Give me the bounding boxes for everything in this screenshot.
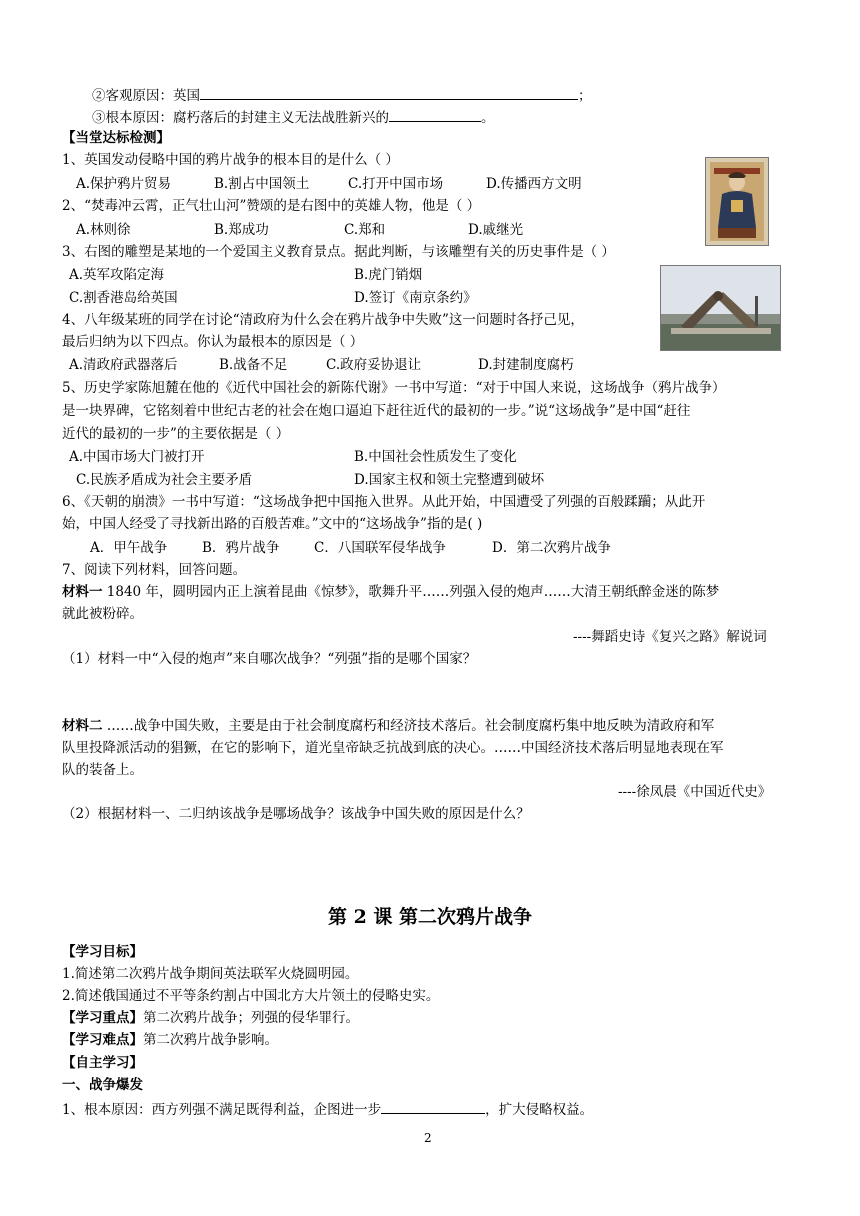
material-1-line2: 就此被粉碎。 [62,606,143,622]
q5-option-b[interactable]: B.中国社会性质发生了变化 [354,449,517,465]
material-1-source: ----舞蹈史诗《复兴之路》解说词 [573,629,767,645]
q3-option-a[interactable]: A.英军攻陷定海 [69,267,165,283]
q2-option-d[interactable]: D.戚继光 [468,222,524,238]
q2-option-b[interactable]: B.郑成功 [214,222,269,238]
q6-option-d[interactable]: D．第二次鸦片战争 [492,540,611,556]
goal-2: 2.简述俄国通过不平等条约割占中国北方大片领土的侵略史实。 [62,988,440,1004]
item-1-line [62,1100,593,1118]
material-2-line2: 队里投降派活动的猖獗，在它的影响下，道光皇帝缺乏抗战到底的决心。……中国经济技术落后明显地表现在军 [62,740,724,756]
q7-stem: 7、阅读下列材料，回答问题。 [62,562,247,578]
q6-option-a[interactable]: A．甲午战争 [90,540,168,556]
q1-option-b[interactable]: B.割占中国领土 [214,176,310,192]
root-cause-line [92,108,495,126]
objective-cause-line [92,86,592,104]
q7-sub2: （2）根据材料一、二归纳该战争是哪场战争？该战争中国失败的原因是什么？ [62,806,530,822]
q5-option-a[interactable]: A.中国市场大门被打开 [69,449,205,465]
goal-1: 1.简述第二次鸦片战争期间英法联军火烧圆明园。 [62,966,359,982]
sculpture-image [660,265,781,351]
material-2-label: 材料二 [62,718,103,734]
q6-line1: 6、《天朝的崩溃》一书中写道：“这场战争把中国拖入世界。从此开始，中国遭受了列强的百般蹂躏；从此开 [62,494,706,510]
material-2-line1 [62,718,714,734]
key-point-label: 【学习重点】 [62,1010,143,1026]
q4-stem-line2: 最后归纳为以下四点。你认为最根本的原因是（ ） [62,334,364,350]
q3-option-b[interactable]: B.虎门销烟 [354,267,423,283]
q2-option-c[interactable]: C.郑和 [344,222,386,238]
period: 。 [481,110,495,126]
portrait-figure-icon [706,158,768,245]
q2-stem: 2、“焚毒冲云霄，正气壮山河”赞颂的是右图中的英雄人物，他是（ ） [62,198,481,214]
key-point-text: 第二次鸦片战争；列强的侵华罪行。 [143,1010,359,1026]
material-1-label: 材料一 [62,584,103,600]
q5-option-d[interactable]: D.国家主权和领土完整遭到破坏 [354,472,545,488]
answer-blank[interactable] [200,86,578,100]
key-point-line [62,1010,359,1026]
q4-stem-line1: 4、八年级某班的同学在讨论“清政府为什么会在鸦片战争中失败”这一问题时各抒己见， [62,312,584,328]
section-1-heading: 一、战争爆发 [62,1077,143,1093]
answer-blank[interactable] [389,108,481,122]
goals-heading: 【学习目标】 [62,944,143,960]
check-heading: 【当堂达标检测】 [62,130,170,146]
difficulty-line [62,1032,278,1048]
q6-line2: 始，中国人经受了寻找新出路的百般苦难。”文中的“这场战争”指的是( ) [62,516,483,532]
q3-option-d[interactable]: D.签订《南京条约》 [354,290,477,306]
material-1-text: 1840 年，圆明园内正上演着昆曲《惊梦》，歌舞升平……列强入侵的炮声……大清王朝纸醉金迷的陈梦 [102,584,720,600]
q5-line3: 近代的最初的一步”的主要依据是（ ） [62,426,290,442]
q6-option-b[interactable]: B．鸦片战争 [202,540,280,556]
q6-option-c[interactable]: C．八国联军侵华战争 [314,540,446,556]
difficulty-text: 第二次鸦片战争影响。 [143,1032,278,1048]
q1-option-c[interactable]: C.打开中国市场 [348,176,444,192]
material-2-source: ----徐凤晨《中国近代史》 [618,784,772,800]
q7-sub1: （1）材料一中“入侵的炮声”来自哪次战争？“列强”指的是哪个国家？ [62,651,477,667]
material-2-text: ……战争中国失败，主要是由于社会制度腐朽和经济技术落后。社会制度腐朽集中地反映为清政府和军 [102,718,715,734]
q1-stem: 1、英国发动侵略中国的鸦片战争的根本目的是什么（ ） [62,152,399,168]
answer-blank[interactable] [381,1100,485,1114]
q1-option-d[interactable]: D.传播西方文明 [486,176,582,192]
item-1-suffix: ，扩大侵略权益。 [485,1102,594,1118]
root-cause-text: ③根本原因：腐朽落后的封建主义无法战胜新兴的 [92,110,389,126]
q5-option-c[interactable]: C.民族矛盾成为社会主要矛盾 [76,472,253,488]
objective-cause-text: ②客观原因：英国 [92,88,200,104]
page-number: 2 [424,1131,432,1145]
q3-stem: 3、右图的雕塑是某地的一个爱国主义教育景点。据此判断，与该雕塑有关的历史事件是（ ） [62,244,615,260]
q5-line1: 5、历史学家陈旭麓在他的《近代中国社会的新陈代谢》一书中写道：“对于中国人来说，这场战争（鸦片战争） [62,380,726,396]
sculpture-icon [661,266,780,350]
q4-option-a[interactable]: A.清政府武器落后 [69,357,178,373]
q2-option-a[interactable]: A.林则徐 [76,222,131,238]
q5-line2: 是一块界碑，它铭刻着中世纪古老的社会在炮口逼迫下赶往近代的最初的一步。”说“这场战争”是中国“赶往 [62,403,691,419]
semicolon: ； [578,88,592,104]
q4-option-b[interactable]: B.战备不足 [219,357,288,373]
material-1-line1 [62,584,719,600]
difficulty-label: 【学习难点】 [62,1032,143,1048]
material-2-line3: 队的装备上。 [62,762,143,778]
self-study-heading: 【自主学习】 [62,1055,143,1071]
portrait-image [705,157,769,246]
q4-option-c[interactable]: C.政府妥协退让 [326,357,422,373]
lesson-title: 第 2 课 第二次鸦片战争 [327,906,533,928]
item-1-text: 1、根本原因：西方列强不满足既得利益，企图进一步 [62,1102,382,1118]
q1-option-a[interactable]: A.保护鸦片贸易 [76,176,172,192]
q4-option-d[interactable]: D.封建制度腐朽 [478,357,574,373]
q3-option-c[interactable]: C.割香港岛给英国 [69,290,178,306]
